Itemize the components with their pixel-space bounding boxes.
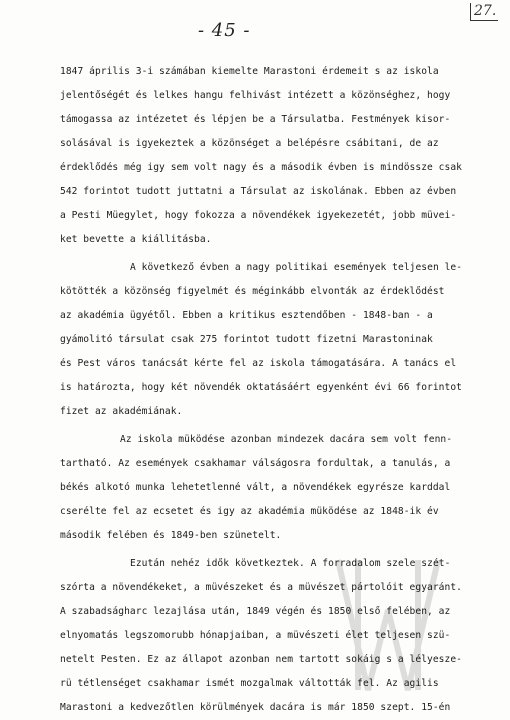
text-line: gyámolitó társulat csak 275 forintot tudott fizetni Marastoninak — [60, 334, 433, 345]
watermark-logo-icon — [328, 550, 448, 700]
text-line: netelt Pesten. Ez az állapot azonban nem tartott sokáig s a lélyesze- — [60, 654, 462, 665]
text-line: tartható. Az események csakhamar válságosra fordultak, a tanulás, a — [60, 458, 451, 469]
text-line: rü tétlenséget csakhamar ismét mozgalmak váltották fel. Az agilis — [60, 678, 439, 689]
text-line: fizet az akadémiának. — [60, 406, 183, 417]
text-line: 542 forintot tudott juttatni a Társulat az iskolának. Ebben az évben — [60, 186, 457, 197]
text-line: 1847 április 3-i számában kiemelte Marastoni érdemeit s az iskola — [60, 66, 439, 77]
page-number: - 45 - — [198, 20, 251, 41]
text-line: támogassa az intézetet és lépjen be a Társulatba. Festmények kisor- — [60, 114, 451, 125]
text-line: is határozta, hogy két növendék oktatásáért egyenként évi 66 forintot — [60, 382, 462, 393]
text-line: cserélte fel az ecsetet és igy az akadémia müködése az 1848-ik év — [60, 506, 439, 517]
folio-number: 27. — [470, 3, 498, 21]
text-line: Marastoni a kedvezőtlen körülmények dacára is már 1850 szept. 15-én — [60, 702, 451, 713]
text-line: Ezután nehéz idők következtek. A forradalom szele szét- — [130, 558, 451, 569]
text-line: érdeklődés még igy sem volt nagy és a második évben is mindössze csak — [60, 162, 462, 173]
text-line: békés alkotó munka lehetetlenné vált, a növendékek egyrésze karddal — [60, 482, 451, 493]
text-line: ket bevette a kiállitásba. — [60, 234, 212, 245]
text-line: A szabadságharc lezajlása után, 1849 végén és 1850 első felében, az — [60, 606, 451, 617]
text-line: solásával is igyekeztek a közönséget a belépésre csábitani, de az — [60, 138, 439, 149]
text-line: jelentőségét és lelkes hangu felhivást intézett a közönséghez, hogy — [60, 90, 451, 101]
text-line: elnyomatás legszomorubb hónapjaiban, a müvészeti élet teljesen szü- — [60, 630, 451, 641]
text-line: szórta a növendékeket, a müvészeket és a müvészet pártolóit egyaránt. — [60, 582, 462, 593]
text-line: kötötték a közönség figyelmét és méginkább elvonták az érdeklődést — [60, 286, 445, 297]
text-line: második felében és 1849-ben szünetelt. — [60, 530, 282, 541]
text-line: és Pest város tanácsát kérte fel az iskola támogatására. A tanács el — [60, 358, 457, 369]
text-line: Az iskola müködése azonban mindezek dacára sem volt fenn- — [120, 434, 453, 445]
text-line: A következő évben a nagy politikai események teljesen le- — [130, 262, 463, 273]
text-line: az akadémia ügyétől. Ebben a kritikus esztendőben - 1848-ban - a — [60, 310, 433, 321]
text-line: a Pesti Müegylet, hogy fokozza a növendékek igyekezetét, jobb müvei- — [60, 210, 457, 221]
